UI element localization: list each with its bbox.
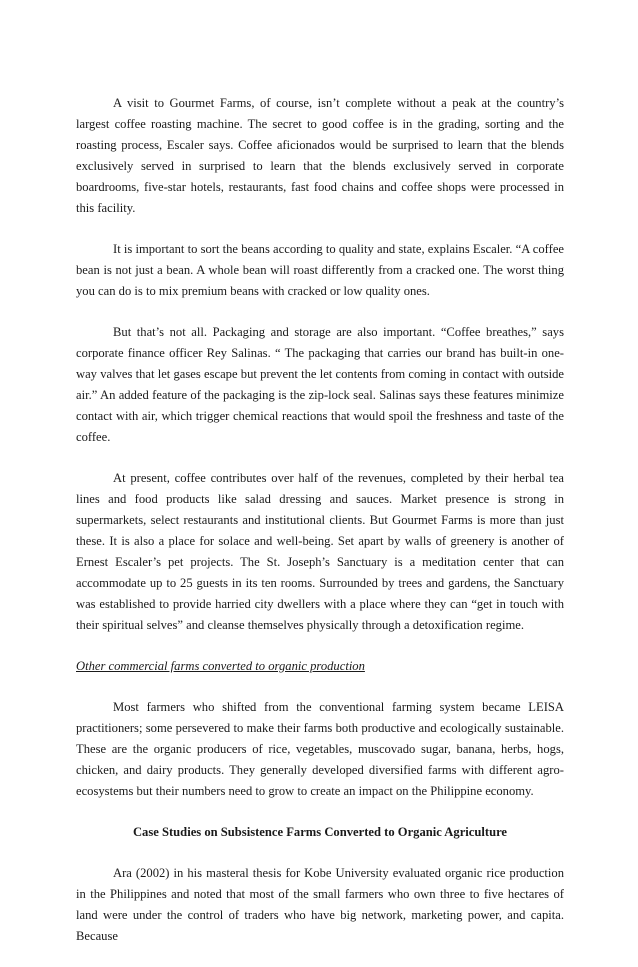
- section-title-case-studies: Case Studies on Subsistence Farms Converted to Organic Agriculture: [132, 825, 508, 839]
- paragraph-packaging: But that’s not all. Packaging and storage are also important. “Coffee breathes,” says corporate finance officer Rey Salinas. “ The packaging that carries our brand has built-in one-way valves that let gases escape but prevent the let contents from coming in contact with outside air.” An added feature of the packaging is the zip-lock seal. Salinas says these features minimize contact with air, which trigger chemical reactions that would spoil the freshness and taste of the coffee.: [76, 325, 564, 444]
- subheading-commercial-farms: Other commercial farms converted to organic production: [76, 659, 365, 673]
- paragraph-leisa-practitioners: Most farmers who shifted from the conventional farming system became LEISA practitioners; some persevered to make their farms both productive and ecologically sustainable. These are the organic producers of rice, vegetables, muscovado sugar, banana, herbs, hogs, chicken, and dairy products. They generally developed diversified farms with different agro-ecosystems but their numbers need to grow to create an impact on the Philippine economy.: [76, 700, 564, 798]
- paragraph-bean-sorting: It is important to sort the beans according to quality and state, explains Escaler. “A coffee bean is not just a bean. A whole bean will roast differently from a cracked one. The worst thing you can do is to mix premium beans with cracked or low quality ones.: [76, 242, 564, 298]
- paragraph-coffee-roasting: A visit to Gourmet Farms, of course, isn’t complete without a peak at the country’s largest coffee roasting machine. The secret to good coffee is in the grading, sorting and the roasting process, Escaler says. Coffee aficionados would be surprised to learn that the blends exclusively served in surprised to learn that the blends exclusively served in corporate boardrooms, five-star hotels, restaurants, fast food chains and coffee shops were processed in this facility.: [76, 96, 564, 215]
- paragraph-ara-thesis: Ara (2002) in his masteral thesis for Kobe University evaluated organic rice production in the Philippines and noted that most of the small farmers who own three to five hectares of land were under the control of traders who have big network, marketing power, and capita. Because: [76, 866, 564, 943]
- document-page: [76, 93, 564, 967]
- paragraph-revenues-sanctuary: At present, coffee contributes over half of the revenues, completed by their herbal tea lines and food products like salad dressing and sauces. Market presence is strong in supermarkets, select restaurants and institutional clients. But Gourmet Farms is more than just these. It is also a place for solace and well-being. Set apart by walls of greenery is another of Ernest Escaler’s pet projects. The St. Joseph’s Sanctuary is a meditation center that can accommodate up to 25 guests in its ten rooms. Surrounded by trees and gardens, the Sanctuary was established to provide harried city dwellers with a place where they can “get in touch with their spiritual selves” and cleanse themselves physically through a detoxification regime.: [76, 471, 564, 632]
